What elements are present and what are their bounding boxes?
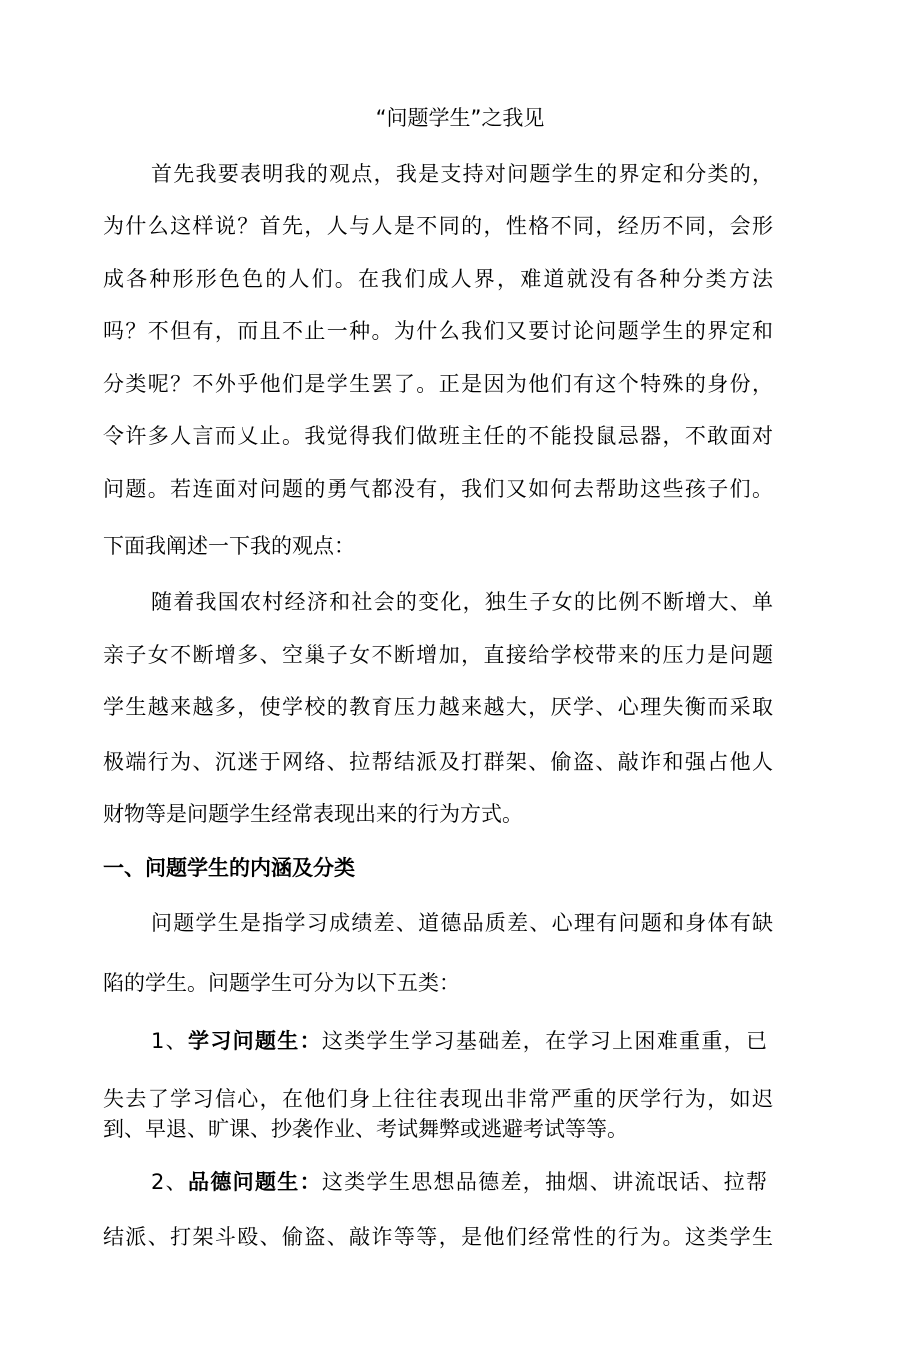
list-item-2-line-1 — [151, 1164, 767, 1200]
list-item-1-line-2: 失去了学习信心，在他们身上往往表现出非常严重的厌学行为，如迟 — [103, 1087, 773, 1111]
paragraph-1-line-4: 吗？不但有，而且不止一种。为什么我们又要讨论问题学生的界定和 — [103, 319, 773, 343]
paragraph-1-line-3: 成各种形形色色的人们。在我们成人界，难道就没有各种分类方法 — [103, 267, 773, 291]
list-item-2-line-2: 结派、打架斗殴、偷盗、敲诈等等，是他们经常性的行为。这类学生 — [103, 1225, 773, 1249]
list-item-1-line-1 — [151, 1023, 767, 1059]
paragraph-1-line-1: 首先我要表明我的观点，我是支持对问题学生的界定和分类的， — [151, 162, 773, 186]
paragraph-3-line-1: 问题学生是指学习成绩差、道德品质差、心理有问题和身体有缺 — [151, 911, 773, 935]
paragraph-1-line-8: 下面我阐述一下我的观点： — [103, 534, 355, 558]
paragraph-2-line-4: 极端行为、沉迷于网络、拉帮结派及打群架、偷盗、敲诈和强占他人 — [103, 750, 773, 774]
paragraph-1-line-6: 令许多人言而乂止。我觉得我们做班主任的不能投鼠忌器，不敢面对 — [103, 424, 773, 448]
paragraph-1-line-2: 为什么这样说？首先，人与人是不同的，性格不同，经历不同，会形 — [103, 214, 773, 238]
section-heading: 一、问题学生的内涵及分类 — [103, 856, 355, 880]
list-item-1-term: 学习问题生： — [188, 1029, 322, 1053]
list-item-2-number: 2、 — [151, 1170, 188, 1194]
list-item-1-text: 这类学生学习基础差，在学习上困难重重，已 — [321, 1029, 767, 1053]
document-title: “问题学生”之我见 — [375, 106, 545, 130]
paragraph-1-line-5: 分类呢？不外乎他们是学生罢了。正是因为他们有这个特殊的身份， — [103, 372, 773, 396]
paragraph-2-line-2: 亲子女不断增多、空巢子女不断增加，直接给学校带来的压力是问题 — [103, 643, 773, 667]
list-item-2-text: 这类学生思想品德差，抽烟、讲流氓话、拉帮 — [321, 1170, 767, 1194]
list-item-1-number: 1、 — [151, 1029, 188, 1053]
list-item-1-line-3: 到、早退、旷课、抄袭作业、考试舞弊或逃避考试等等。 — [103, 1117, 628, 1141]
paragraph-2-line-1: 随着我国农村经济和社会的变化，独生子女的比例不断增大、单 — [151, 590, 773, 614]
paragraph-2-line-5: 财物等是问题学生经常表现出来的行为方式。 — [103, 802, 523, 826]
list-item-2-term: 品德问题生： — [188, 1170, 322, 1194]
paragraph-1-line-7: 问题。若连面对问题的勇气都没有，我们又如何去帮助这些孩子们。 — [103, 477, 773, 501]
paragraph-3-line-2: 陷的学生。问题学生可分为以下五类： — [103, 971, 460, 995]
paragraph-2-line-3: 学生越来越多，使学校的教育压力越来越大，厌学、心理失衡而采取 — [103, 695, 773, 719]
